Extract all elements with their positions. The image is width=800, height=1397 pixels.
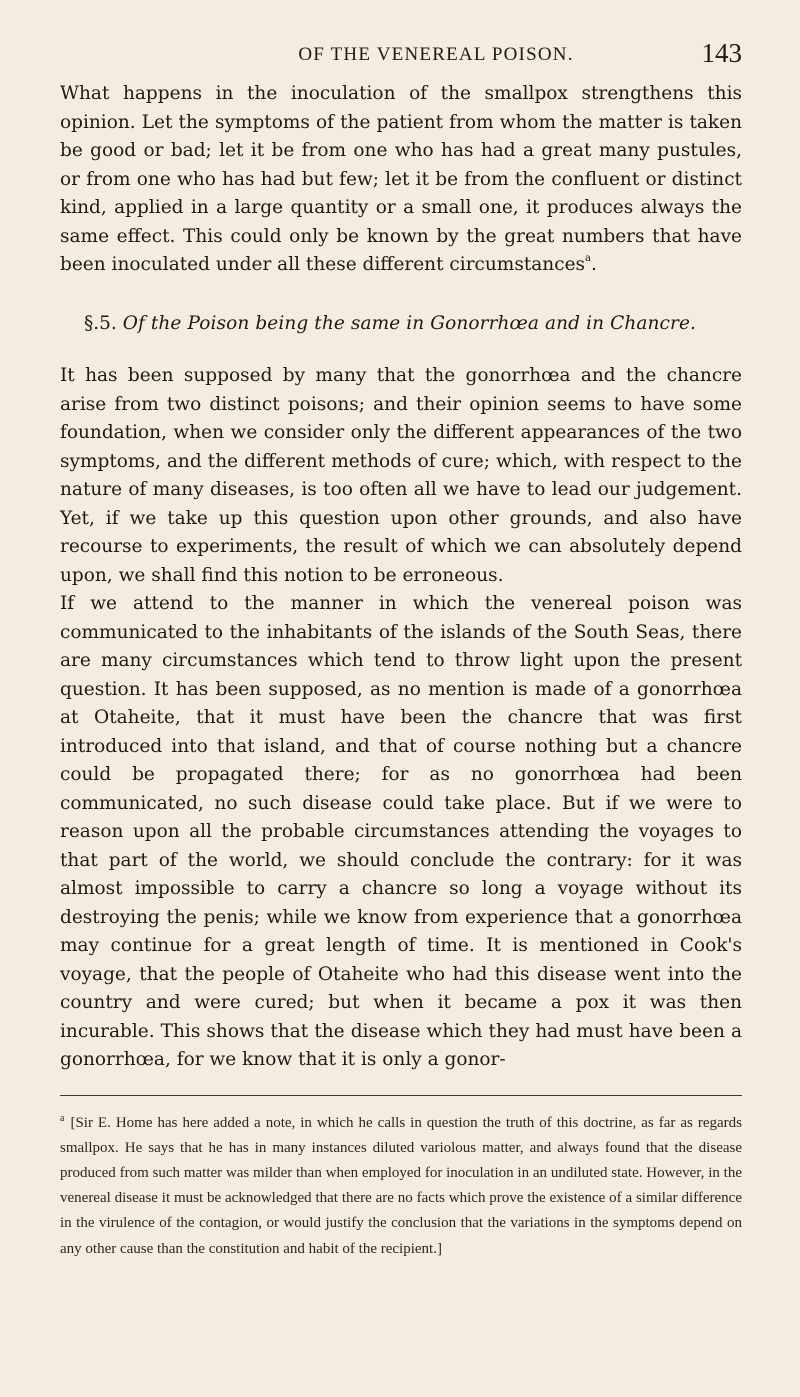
running-title: OF THE VENEREAL POISON.	[298, 44, 574, 65]
section-title: Of the Poison being the same in Gonorrhœa and in Chancre.	[122, 312, 696, 334]
running-header	[60, 38, 742, 80]
paragraph-1-text: What happens in the inoculation of the smallpox strengthens this opinion. Let the symptoms of the patient from whom the matter is taken be good or bad; let it be from one who has had a great many pustules, or from one who has had but few; let it be from the confluent or distinct kind, applied in a large quantity or a small one, it produces always the same effect. This could only be known by the great numbers that have been inoculated under all these different circumstances	[60, 83, 742, 275]
section-number: §.5.	[84, 312, 117, 334]
paragraph-3: If we attend to the manner in which the venereal poison was communicated to the inhabitants of the islands of the South Seas, there are many circumstances which tend to throw light upon the present question. It has been supposed, as no mention is made of a gonorrhœa at Otaheite, that it must have been the chancre that was first introduced into that island, and that of course nothing but a chancre could be propagated there; for as no gonorrhœa had been communicated, no such disease could take place. But if we were to reason upon all the probable circumstances attending the voyages to that part of the world, we should conclude the contrary: for it was almost impossible to carry a chancre so long a voyage without its destroying the penis; while we know from experience that a gonorrhœa may continue for a great length of time. It is mentioned in Cook's voyage, that the people of Otaheite who had this disease went into the country and were cured; but when it became a pox it was then incurable. This shows that the disease which they had must have been a gonorrhœa, for we know that it is only a gonor-	[60, 593, 742, 1070]
footnote-reference: a	[585, 252, 591, 264]
paragraph-1: What happens in the inoculation of the smallpox strengthens this opinion. Let the symptoms of the patient from whom the matter is taken be good or bad; let it be from one who has had a great many pustules, or from one who has had but few; let it be from the confluent or distinct kind, applied in a large quantity or a small one, it produces always the same effect. This could only be known by the great numbers that have been inoculated under all these different circumstances$^a$.	[60, 83, 742, 275]
paragraph-2: It has been supposed by many that the gonorrhœa and the chancre arise from two distinct poisons; and their opinion seems to have some foundation, when we consider only the different appearances of the two symptoms, and the different methods of cure; which, with respect to the nature of many diseases, is too often all we have to lead our judgement. Yet, if we take up this question upon other grounds, and also have recourse to experiments, the result of which we can absolutely depend upon, we shall find this notion to be erroneous.	[60, 365, 742, 586]
footnote-text: [Sir E. Home has here added a note, in which he calls in question the truth of this doctrine, as far as regards smallpox. He says that he has in many instances diluted variolous matter, and always found that the disease produced from such matter was milder than when employed for inoculation in an undiluted state. However, in the venereal disease it must be acknowledged that there are no facts which prove the existence of a similar difference in the virulence of the contagion, or would justify the conclusion that the variations in the symptoms depend on any other cause than the constitution and habit of the recipient.]	[60, 1114, 742, 1257]
main-text	[60, 80, 742, 1075]
footnote	[60, 1106, 742, 1262]
page-number: 143	[701, 38, 742, 68]
footnote-divider	[60, 1095, 742, 1096]
section-heading	[84, 310, 742, 339]
footnote-mark: a	[60, 1112, 65, 1124]
